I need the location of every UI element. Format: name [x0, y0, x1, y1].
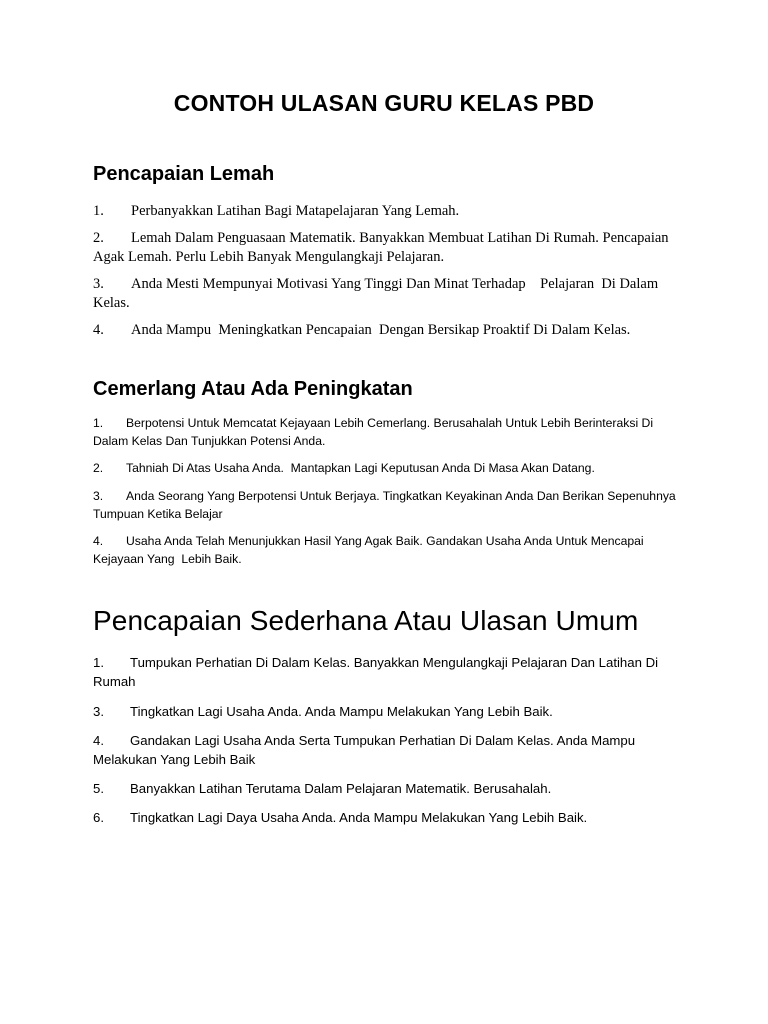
- list-number: 4.: [93, 733, 104, 748]
- list-number: 1.: [93, 203, 104, 219]
- list-text: Tahniah Di Atas Usaha Anda. Mantapkan Lagi Keputusan Anda Di Masa Akan Datang.: [126, 461, 595, 475]
- list-item: [93, 414, 678, 450]
- list-item: [93, 731, 678, 769]
- list-number: 3.: [93, 489, 104, 503]
- list-item: [93, 779, 678, 798]
- section-heading-cemerlang: Cemerlang Atau Ada Peningkatan: [93, 378, 413, 400]
- list-text: Tumpukan Perhatian Di Dalam Kelas. Banyakkan Mengulangkaji Pelajaran Dan Latihan Di Rumah: [93, 655, 659, 689]
- list-item: [93, 229, 678, 267]
- list-item: [93, 487, 678, 523]
- list-text: Banyakkan Latihan Terutama Dalam Pelajaran Matematik. Berusahalah.: [130, 781, 552, 796]
- list-text: Gandakan Lagi Usaha Anda Serta Tumpukan Perhatian Di Dalam Kelas. Anda Mampu Melakukan Yang Lebih Baik: [93, 733, 636, 767]
- list-item: [93, 532, 678, 568]
- list-item: [93, 808, 678, 827]
- list-text: Tingkatkan Lagi Daya Usaha Anda. Anda Mampu Melakukan Yang Lebih Baik.: [130, 810, 588, 825]
- section-heading-sederhana: Pencapaian Sederhana Atau Ulasan Umum: [93, 605, 639, 636]
- list-item: [93, 653, 678, 691]
- list-text: Lemah Dalam Penguasaan Matematik. Banyakkan Membuat Latihan Di Rumah. Pencapaian Agak Lemah. Perlu Lebih Banyak Mengulangkaji Pelajaran.: [93, 230, 669, 265]
- list-text: Berpotensi Untuk Memcatat Kejayaan Lebih Cemerlang. Berusahalah Untuk Lebih Berinteraksi Di Dalam Kelas Dan Tunjukkan Potensi Anda.: [93, 416, 654, 448]
- document-title: CONTOH ULASAN GURU KELAS PBD: [173, 90, 595, 116]
- list-number: 3.: [93, 704, 104, 719]
- list-number: 5.: [93, 781, 104, 796]
- list-number: 2.: [93, 461, 104, 475]
- list-text: Tingkatkan Lagi Usaha Anda. Anda Mampu Melakukan Yang Lebih Baik.: [130, 704, 553, 719]
- list-number: 1.: [93, 416, 104, 430]
- list-text: Usaha Anda Telah Menunjukkan Hasil Yang Agak Baik. Gandakan Usaha Anda Untuk Mencapai Kejayaan Yang Lebih Baik.: [93, 534, 648, 566]
- list-number: 6.: [93, 810, 104, 825]
- list-number: 4.: [93, 322, 104, 338]
- list-number: 4.: [93, 534, 104, 548]
- list-item: [93, 702, 678, 721]
- list-text: Anda Mesti Mempunyai Motivasi Yang Tinggi Dan Minat Terhadap Pelajaran Di Dalam Kelas.: [93, 276, 662, 311]
- list-text: Perbanyakkan Latihan Bagi Matapelajaran Yang Lemah.: [131, 203, 460, 219]
- list-item: [93, 459, 678, 477]
- list-item: [93, 275, 678, 313]
- list-text: Anda Seorang Yang Berpotensi Untuk Berjaya. Tingkatkan Keyakinan Anda Dan Berikan Sepenuhnya Tumpuan Ketika Belajar: [93, 489, 676, 521]
- list-number: 1.: [93, 655, 104, 670]
- section-heading-pencapaian-lemah: Pencapaian Lemah: [93, 163, 275, 185]
- list-item: [93, 202, 678, 221]
- list-number: 2.: [93, 230, 104, 246]
- list-number: 3.: [93, 276, 104, 292]
- list-item: [93, 321, 678, 340]
- list-text: Anda Mampu Meningkatkan Pencapaian Dengan Bersikap Proaktif Di Dalam Kelas.: [131, 322, 631, 338]
